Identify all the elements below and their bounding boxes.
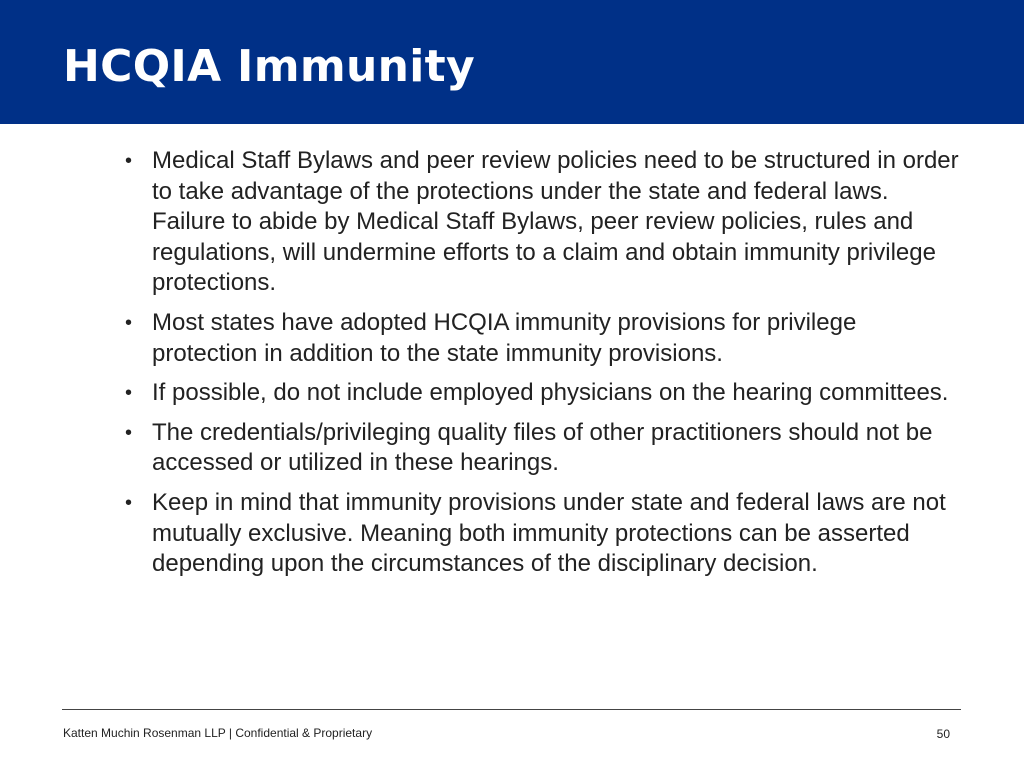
bullet-item: [125, 418, 965, 479]
bullet-text: Most states have adopted HCQIA immunity provisions for privilege protection in addition to the state immunity provisions.: [152, 308, 857, 367]
bullet-icon: •: [125, 150, 133, 172]
bullet-item: [125, 488, 965, 580]
bullet-text: The credentials/privileging quality files of other practitioners should not be accessed or utilized in these hearings.: [152, 418, 933, 477]
bullet-text: Medical Staff Bylaws and peer review policies need to be structured in order to take advantage of the protections under the state and federal laws. Failure to abide by Medical Staff Bylaws, peer review policies, rules and regulations, will undermine efforts to a claim and obtain immunity privilege protections.: [152, 147, 959, 297]
page-number: 50: [936, 727, 950, 741]
bullet-list: [125, 146, 965, 589]
bullet-text: Keep in mind that immunity provisions under state and federal laws are not mutually exclusive. Meaning both immunity protections can be asserted depending upon the circumstances of the disciplinary decision.: [152, 488, 946, 578]
bullet-item: [125, 378, 965, 409]
bullet-icon: •: [125, 382, 133, 405]
bullet-item: [125, 308, 965, 369]
bullet-icon: •: [125, 421, 133, 444]
bullet-icon: •: [125, 311, 133, 334]
slide-title: HCQIA Immunity: [63, 41, 475, 92]
bullet-text: If possible, do not include employed physicians on the hearing committees.: [152, 379, 949, 407]
bullet-icon: •: [125, 491, 133, 514]
footer-text: Katten Muchin Rosenman LLP | Confidential & Proprietary: [63, 726, 373, 740]
bullet-item: [125, 146, 965, 299]
footer-divider: [62, 709, 961, 710]
title-bar: [0, 0, 1024, 124]
